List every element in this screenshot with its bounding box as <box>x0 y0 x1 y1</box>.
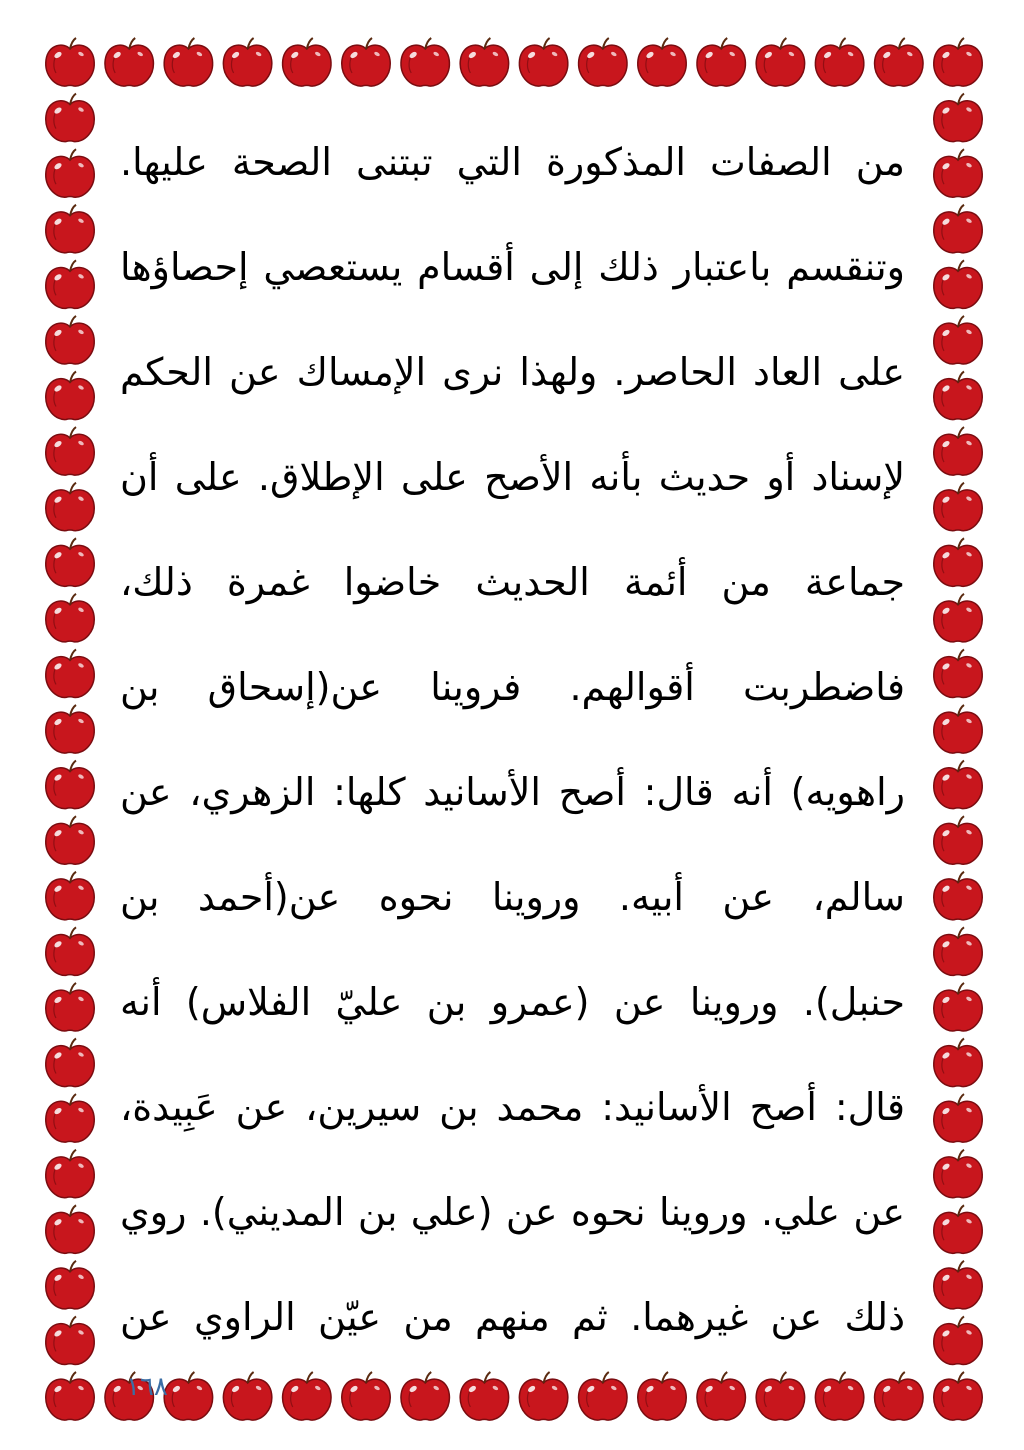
text-line: على العاد الحاصر. ولهذا نرى الإمساك عن الحكم <box>120 350 905 394</box>
apple-icon <box>46 38 94 86</box>
apple-icon <box>934 1205 982 1253</box>
apple-icon <box>934 316 982 364</box>
apple-icon <box>519 38 567 86</box>
apple-icon <box>46 427 94 475</box>
apple-icon <box>46 1094 94 1142</box>
apple-icon <box>815 38 863 86</box>
text-line: عن علي. وروينا نحوه عن (علي بن المديني). روي <box>120 1190 905 1234</box>
apple-icon <box>934 1372 982 1420</box>
apple-icon <box>934 872 982 920</box>
apple-icon <box>46 1261 94 1309</box>
text-line: قال: أصح الأسانيد: محمد بن سيرين، عن عَبِيدة، <box>120 1085 905 1129</box>
apple-icon <box>342 38 390 86</box>
apple-icon <box>934 705 982 753</box>
apple-icon <box>934 260 982 308</box>
apple-icon <box>934 483 982 531</box>
apple-icon <box>934 927 982 975</box>
text-line: حنبل). وروينا عن (عمرو بن عليّ الفلاس) أنه <box>120 980 905 1024</box>
apple-icon <box>46 816 94 864</box>
apple-icon <box>46 372 94 420</box>
apple-icon <box>46 649 94 697</box>
apple-icon <box>934 1039 982 1087</box>
apple-icon <box>934 205 982 253</box>
apple-icon <box>46 149 94 197</box>
apple-icon <box>638 38 686 86</box>
apple-icon <box>460 38 508 86</box>
apple-icon <box>46 483 94 531</box>
apple-icon <box>934 1316 982 1364</box>
apple-icon <box>934 1094 982 1142</box>
apple-icon <box>223 38 271 86</box>
apple-icon <box>46 927 94 975</box>
apple-icon <box>934 761 982 809</box>
apple-icon <box>934 149 982 197</box>
apple-icon <box>164 38 212 86</box>
apple-icon <box>579 38 627 86</box>
page-number: ١٦٨ <box>126 1372 168 1402</box>
apple-icon <box>934 538 982 586</box>
text-line: من الصفات المذكورة التي تبتنى الصحة عليها. <box>120 140 905 184</box>
text-line: لإسناد أو حديث بأنه الأصح على الإطلاق. على أن <box>120 455 905 499</box>
apple-icon <box>46 260 94 308</box>
apple-icon <box>46 1039 94 1087</box>
apple-icon <box>934 1150 982 1198</box>
apple-icon <box>756 38 804 86</box>
apple-icon <box>934 94 982 142</box>
apple-icon <box>875 38 923 86</box>
apple-icon <box>934 372 982 420</box>
apple-icon <box>46 205 94 253</box>
apple-icon <box>46 1150 94 1198</box>
text-line: وتنقسم باعتبار ذلك إلى أقسام يستعصي إحصاؤها <box>120 245 905 289</box>
apple-icon <box>46 538 94 586</box>
apple-icon <box>46 316 94 364</box>
apple-icon <box>934 594 982 642</box>
apple-icon <box>46 1316 94 1364</box>
body-text <box>120 132 905 1392</box>
text-line: فاضطربت أقوالهم. فروينا عن(إسحاق بن <box>120 665 905 709</box>
apple-icon <box>46 872 94 920</box>
apple-icon <box>105 38 153 86</box>
apple-icon <box>46 1205 94 1253</box>
apple-icon <box>934 38 982 86</box>
apple-icon <box>401 38 449 86</box>
apple-icon <box>934 427 982 475</box>
apple-icon <box>46 1372 94 1420</box>
apple-icon <box>46 94 94 142</box>
apple-icon <box>46 761 94 809</box>
apple-icon <box>934 816 982 864</box>
apple-icon <box>46 705 94 753</box>
apple-icon <box>46 594 94 642</box>
apple-icon <box>697 38 745 86</box>
apple-icon <box>934 649 982 697</box>
text-line: ذلك عن غيرهما. ثم منهم من عيّن الراوي عن <box>120 1295 905 1339</box>
apple-icon <box>934 1261 982 1309</box>
apple-icon <box>283 38 331 86</box>
text-line: راهويه) أنه قال: أصح الأسانيد كلها: الزهري، عن <box>120 770 905 814</box>
apple-icon <box>46 983 94 1031</box>
text-line: جماعة من أئمة الحديث خاضوا غمرة ذلك، <box>120 560 905 604</box>
apple-icon <box>934 983 982 1031</box>
text-line: سالم، عن أبيه. وروينا نحوه عن(أحمد بن <box>120 875 905 919</box>
